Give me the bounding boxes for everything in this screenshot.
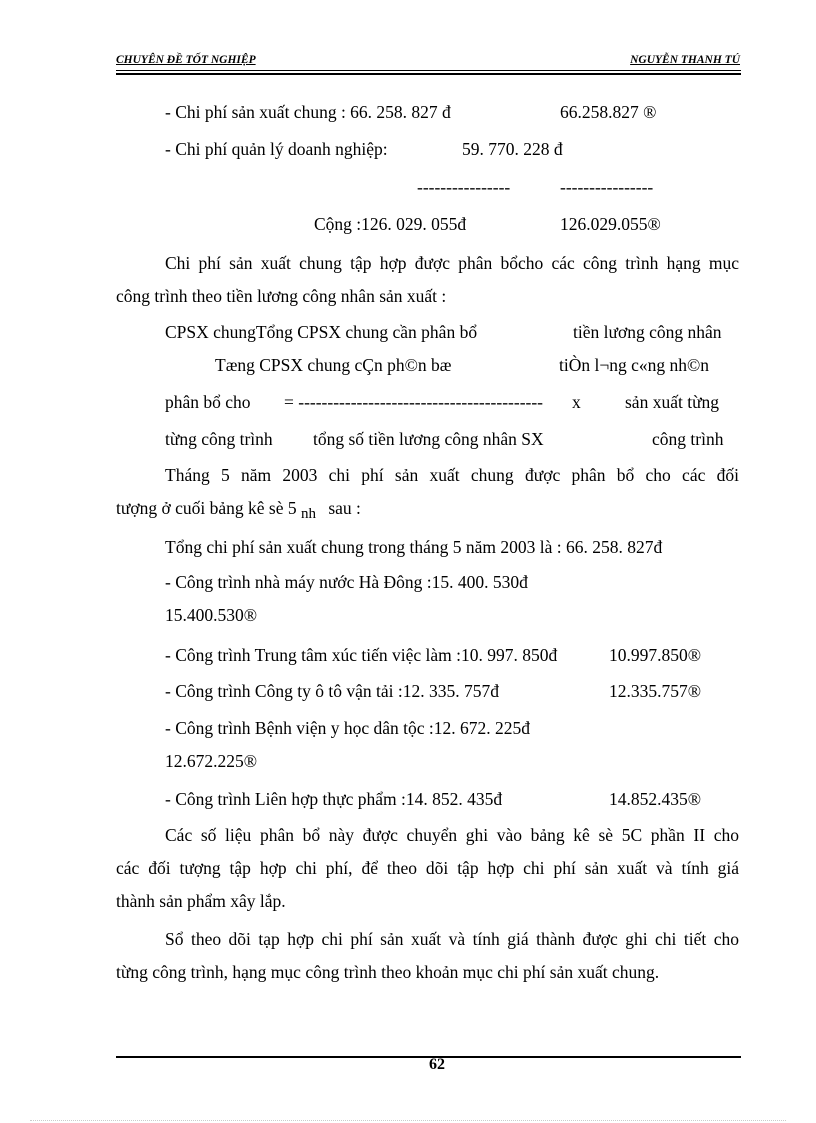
paragraph-3-line-1: Các số liệu phân bổ này được chuyển ghi vào bảng kê sè 5C phần II cho (165, 825, 739, 845)
formula-line-4a: từng công trình (165, 429, 273, 449)
paragraph-2-line-1: Tháng 5 năm 2003 chi phí sản xuất chung được phân bổ cho các đối (165, 465, 739, 485)
header-left: CHUYÊN ĐỀ TỐT NGHIỆP (116, 54, 256, 66)
cong-trinh-1-value: 15.400.530® (165, 605, 258, 625)
formula-line-4c: công trình (652, 429, 724, 449)
paragraph-1-line-1: Chi phí sản xuất chung tập hợp được phân bổcho các công trình hạng mục (165, 253, 739, 273)
paragraph-4-line-2: từng công trình, hạng mục công trình theo khoản mục chi phí sản xuất chung. (116, 962, 660, 982)
cong-trinh-2-value: 10.997.850® (609, 645, 702, 665)
paragraph-3-line-3: thành sản phẩm xây lắp. (116, 891, 286, 911)
formula-line-1b: tiền lương công nhân (573, 322, 722, 342)
formula-line-2a: Tæng CPSX chung cÇn ph©n bæ (215, 355, 452, 375)
header-rule-thick (116, 73, 741, 75)
paragraph-2-line-2 (116, 498, 361, 524)
paragraph-1-line-2: công trình theo tiền lương công nhân sản xuất : (116, 286, 447, 306)
line-chi-phi-qldn-value: 59. 770. 228 đ (462, 139, 563, 159)
header-rule-thin (116, 70, 741, 71)
formula-fraction-bar: = ------------------------------------------ (284, 392, 544, 412)
line-cong-total: Cộng :126. 029. 055đ (314, 214, 467, 234)
formula-line-3a: phân bổ cho (165, 392, 251, 412)
cong-trinh-4: - Công trình Bệnh viện y học dân tộc :12. 672. 225đ (165, 718, 531, 738)
cong-trinh-3-value: 12.335.757® (609, 681, 702, 701)
page-bottom-dots (30, 1120, 786, 1121)
dash-separator-a: ---------------- (417, 177, 511, 197)
paragraph-2-subscript: nh (300, 506, 316, 522)
page-number: 62 (429, 1056, 445, 1073)
dash-separator-b: ---------------- (560, 177, 654, 197)
cong-trinh-3: - Công trình Công ty ô tô vận tải :12. 335. 757đ (165, 681, 499, 701)
formula-multiply-sign: x (572, 392, 581, 412)
paragraph-2-line-2-end: sau : (328, 498, 361, 518)
line-chi-phi-sxc-value: 66.258.827 ® (560, 102, 657, 122)
formula-line-1a: CPSX chungTổng CPSX chung cần phân bổ (165, 322, 478, 342)
formula-line-4b: tổng số tiền lương công nhân SX (313, 429, 544, 449)
cong-trinh-2: - Công trình Trung tâm xúc tiến việc làm :10. 997. 850đ (165, 645, 558, 665)
total-line: Tổng chi phí sản xuất chung trong tháng 5 năm 2003 là : 66. 258. 827đ (165, 537, 663, 557)
formula-line-3d: sản xuất từng (625, 392, 720, 412)
line-cong-total-value: 126.029.055® (560, 214, 661, 234)
line-chi-phi-sxc: - Chi phí sản xuất chung : 66. 258. 827 đ (165, 102, 451, 122)
line-chi-phi-qldn: - Chi phí quản lý doanh nghiệp: (165, 139, 388, 159)
cong-trinh-4-value: 12.672.225® (165, 751, 258, 771)
paragraph-2-line-2-text: tượng ở cuối bảng kê sè 5 (116, 498, 297, 518)
header-right: NGUYỄN THANH TÚ (630, 54, 740, 66)
cong-trinh-5: - Công trình Liên hợp thực phẩm :14. 852. 435đ (165, 789, 503, 809)
formula-line-2b: tiÒn l¬ng c«ng nh©n (559, 355, 710, 375)
paragraph-3-line-2: các đối tượng tập hợp chi phí, để theo dõi tập hợp chi phí sản xuất và tính giá (116, 858, 739, 878)
paragraph-4-line-1: Sổ theo dõi tạp hợp chi phí sản xuất và tính giá thành được ghi chi tiết cho (165, 929, 739, 949)
cong-trinh-5-value: 14.852.435® (609, 789, 702, 809)
cong-trinh-1: - Công trình nhà máy nước Hà Đông :15. 400. 530đ (165, 572, 528, 592)
